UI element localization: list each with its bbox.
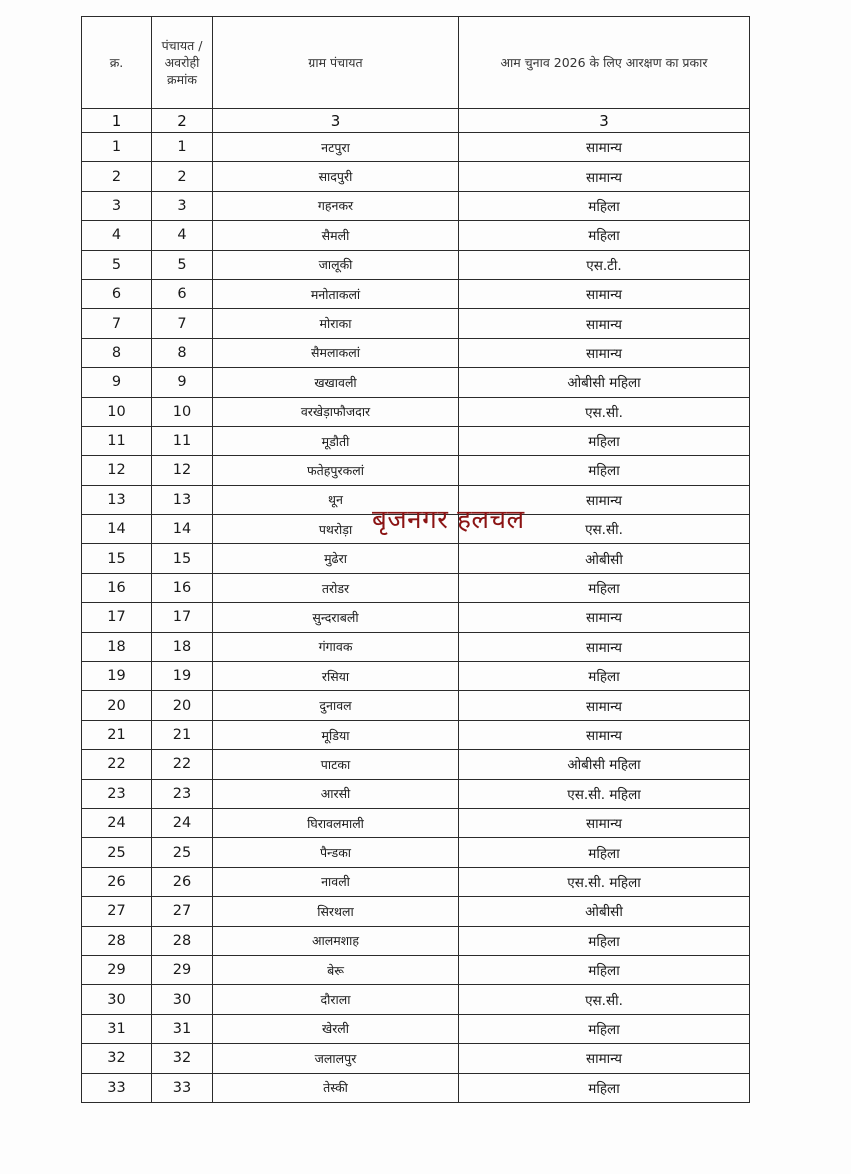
reservation-category-cell: एस.सी. महिला	[459, 779, 750, 808]
reservation-category-cell: महिला	[459, 838, 750, 867]
reservation-category-cell: महिला	[459, 926, 750, 955]
table-row	[82, 897, 750, 926]
village-name-cell: थून	[213, 485, 459, 514]
table-row	[82, 691, 750, 720]
village-name-cell: गहनकर	[213, 191, 459, 220]
reservation-category-cell: सामान्य	[459, 162, 750, 191]
serial-number-cell: 9	[82, 368, 152, 397]
panchayat-order-cell: 3	[152, 191, 213, 220]
reservation-category-cell: एस.टी.	[459, 250, 750, 279]
panchayat-order-cell: 33	[152, 1073, 213, 1102]
village-name-cell: जलालपुर	[213, 1044, 459, 1073]
table-row	[82, 309, 750, 338]
reservation-category-cell: एस.सी.	[459, 515, 750, 544]
reservation-category-cell: सामान्य	[459, 133, 750, 162]
table-row	[82, 867, 750, 896]
panchayat-order-cell: 1	[152, 133, 213, 162]
reservation-category-cell: एस.सी. महिला	[459, 867, 750, 896]
village-name-cell: पाटका	[213, 750, 459, 779]
column-index-cell: 2	[152, 109, 213, 133]
table-row	[82, 1014, 750, 1043]
table-row	[82, 838, 750, 867]
serial-number-cell: 16	[82, 573, 152, 602]
serial-number-cell: 26	[82, 867, 152, 896]
reservation-category-cell: सामान्य	[459, 279, 750, 308]
table-row	[82, 926, 750, 955]
village-name-cell: मोराका	[213, 309, 459, 338]
serial-number-cell: 3	[82, 191, 152, 220]
serial-number-cell: 15	[82, 544, 152, 573]
serial-number-cell: 25	[82, 838, 152, 867]
village-name-cell: फतेहपुरकलां	[213, 456, 459, 485]
serial-number-cell: 8	[82, 338, 152, 367]
serial-number-cell: 27	[82, 897, 152, 926]
serial-number-cell: 6	[82, 279, 152, 308]
village-name-cell: वरखेड़ाफौजदार	[213, 397, 459, 426]
serial-number-cell: 33	[82, 1073, 152, 1102]
reservation-category-cell: सामान्य	[459, 338, 750, 367]
table-row	[82, 720, 750, 749]
table-row	[82, 1073, 750, 1102]
table-row	[82, 603, 750, 632]
reservation-category-cell: सामान्य	[459, 1044, 750, 1073]
village-name-cell: आरसी	[213, 779, 459, 808]
serial-number-cell: 30	[82, 985, 152, 1014]
table-header-row	[82, 17, 750, 109]
panchayat-order-cell: 14	[152, 515, 213, 544]
serial-number-cell: 10	[82, 397, 152, 426]
panchayat-order-cell: 5	[152, 250, 213, 279]
table-row	[82, 368, 750, 397]
table-row	[82, 750, 750, 779]
column-index-cell: 3	[459, 109, 750, 133]
village-name-cell: खेरली	[213, 1014, 459, 1043]
header-panchayat-order: पंचायत / अवरोही क्रमांक	[152, 17, 213, 109]
village-name-cell: मूडौती	[213, 426, 459, 455]
reservation-category-cell: सामान्य	[459, 691, 750, 720]
serial-number-cell: 31	[82, 1014, 152, 1043]
village-name-cell: सैमलाकलां	[213, 338, 459, 367]
table-row	[82, 338, 750, 367]
serial-number-cell: 2	[82, 162, 152, 191]
table-row	[82, 456, 750, 485]
panchayat-order-cell: 4	[152, 221, 213, 250]
village-name-cell: सैमली	[213, 221, 459, 250]
panchayat-order-cell: 26	[152, 867, 213, 896]
village-name-cell: तेस्की	[213, 1073, 459, 1102]
reservation-category-cell: ओबीसी महिला	[459, 750, 750, 779]
table-row	[82, 544, 750, 573]
reservation-category-cell: ओबीसी महिला	[459, 368, 750, 397]
table-row	[82, 1044, 750, 1073]
reservation-category-cell: सामान्य	[459, 632, 750, 661]
watermark-text: बृजनगर हलचल	[372, 505, 525, 535]
serial-number-cell: 23	[82, 779, 152, 808]
serial-number-cell: 21	[82, 720, 152, 749]
village-name-cell: घिरावलमाली	[213, 808, 459, 837]
serial-number-cell: 22	[82, 750, 152, 779]
table-row	[82, 162, 750, 191]
panchayat-order-cell: 8	[152, 338, 213, 367]
serial-number-cell: 29	[82, 955, 152, 984]
table-row	[82, 133, 750, 162]
panchayat-order-cell: 9	[152, 368, 213, 397]
village-name-cell: सुन्दराबली	[213, 603, 459, 632]
panchayat-order-cell: 11	[152, 426, 213, 455]
village-name-cell: दुनावल	[213, 691, 459, 720]
serial-number-cell: 5	[82, 250, 152, 279]
serial-number-cell: 11	[82, 426, 152, 455]
table-row	[82, 779, 750, 808]
panchayat-order-cell: 23	[152, 779, 213, 808]
reservation-category-cell: महिला	[459, 1014, 750, 1043]
village-name-cell: सिरथला	[213, 897, 459, 926]
panchayat-order-cell: 16	[152, 573, 213, 602]
panchayat-order-cell: 20	[152, 691, 213, 720]
serial-number-cell: 13	[82, 485, 152, 514]
panchayat-order-cell: 10	[152, 397, 213, 426]
table-row	[82, 985, 750, 1014]
village-name-cell: दौराला	[213, 985, 459, 1014]
village-name-cell: गंगावक	[213, 632, 459, 661]
reservation-category-cell: सामान्य	[459, 720, 750, 749]
serial-number-cell: 7	[82, 309, 152, 338]
column-index-row	[82, 109, 750, 133]
serial-number-cell: 24	[82, 808, 152, 837]
header-reservation-type: आम चुनाव 2026 के लिए आरक्षण का प्रकार	[459, 17, 750, 109]
panchayat-order-cell: 30	[152, 985, 213, 1014]
village-name-cell: पथरोड़ा	[213, 515, 459, 544]
village-name-cell: बेरू	[213, 955, 459, 984]
reservation-category-cell: सामान्य	[459, 485, 750, 514]
village-name-cell: खखावली	[213, 368, 459, 397]
panchayat-order-cell: 27	[152, 897, 213, 926]
village-name-cell: मूडिया	[213, 720, 459, 749]
panchayat-order-cell: 18	[152, 632, 213, 661]
reservation-category-cell: महिला	[459, 662, 750, 691]
reservation-category-cell: एस.सी.	[459, 397, 750, 426]
serial-number-cell: 32	[82, 1044, 152, 1073]
reservation-category-cell: महिला	[459, 955, 750, 984]
reservation-category-cell: ओबीसी	[459, 897, 750, 926]
village-name-cell: नटपुरा	[213, 133, 459, 162]
panchayat-order-cell: 21	[152, 720, 213, 749]
serial-number-cell: 20	[82, 691, 152, 720]
reservation-category-cell: महिला	[459, 456, 750, 485]
table-body	[82, 133, 750, 1103]
panchayat-order-cell: 32	[152, 1044, 213, 1073]
table-row	[82, 279, 750, 308]
reservation-category-cell: महिला	[459, 573, 750, 602]
reservation-category-cell: ओबीसी	[459, 544, 750, 573]
village-name-cell: पैन्डका	[213, 838, 459, 867]
table-row	[82, 250, 750, 279]
reservation-category-cell: सामान्य	[459, 309, 750, 338]
panchayat-order-cell: 2	[152, 162, 213, 191]
panchayat-order-cell: 29	[152, 955, 213, 984]
serial-number-cell: 1	[82, 133, 152, 162]
village-name-cell: जालूकी	[213, 250, 459, 279]
village-name-cell: आलमशाह	[213, 926, 459, 955]
village-name-cell: रसिया	[213, 662, 459, 691]
village-name-cell: तरोडर	[213, 573, 459, 602]
panchayat-order-cell: 7	[152, 309, 213, 338]
table-row	[82, 573, 750, 602]
header-serial: क्र.	[82, 17, 152, 109]
panchayat-order-cell: 22	[152, 750, 213, 779]
village-name-cell: सादपुरी	[213, 162, 459, 191]
panchayat-order-cell: 31	[152, 1014, 213, 1043]
panchayat-order-cell: 28	[152, 926, 213, 955]
column-index-cell: 3	[213, 109, 459, 133]
panchayat-order-cell: 15	[152, 544, 213, 573]
table-row	[82, 662, 750, 691]
serial-number-cell: 12	[82, 456, 152, 485]
reservation-category-cell: महिला	[459, 221, 750, 250]
serial-number-cell: 19	[82, 662, 152, 691]
village-name-cell: मुढेरा	[213, 544, 459, 573]
panchayat-order-cell: 6	[152, 279, 213, 308]
serial-number-cell: 17	[82, 603, 152, 632]
panchayat-order-cell: 17	[152, 603, 213, 632]
header-gram-panchayat: ग्राम पंचायत	[213, 17, 459, 109]
column-index-cell: 1	[82, 109, 152, 133]
village-name-cell: मनोताकलां	[213, 279, 459, 308]
serial-number-cell: 18	[82, 632, 152, 661]
table-row	[82, 426, 750, 455]
reservation-category-cell: सामान्य	[459, 603, 750, 632]
panchayat-order-cell: 24	[152, 808, 213, 837]
reservation-table	[81, 16, 750, 1103]
reservation-category-cell: महिला	[459, 191, 750, 220]
serial-number-cell: 4	[82, 221, 152, 250]
reservation-category-cell: महिला	[459, 1073, 750, 1102]
table-row	[82, 221, 750, 250]
serial-number-cell: 28	[82, 926, 152, 955]
panchayat-order-cell: 19	[152, 662, 213, 691]
reservation-category-cell: एस.सी.	[459, 985, 750, 1014]
table-row	[82, 632, 750, 661]
serial-number-cell: 14	[82, 515, 152, 544]
table-row	[82, 808, 750, 837]
reservation-category-cell: सामान्य	[459, 808, 750, 837]
panchayat-order-cell: 25	[152, 838, 213, 867]
panchayat-order-cell: 12	[152, 456, 213, 485]
village-name-cell: नावली	[213, 867, 459, 896]
table-row	[82, 191, 750, 220]
table-row	[82, 397, 750, 426]
table-row	[82, 955, 750, 984]
reservation-category-cell: महिला	[459, 426, 750, 455]
panchayat-order-cell: 13	[152, 485, 213, 514]
